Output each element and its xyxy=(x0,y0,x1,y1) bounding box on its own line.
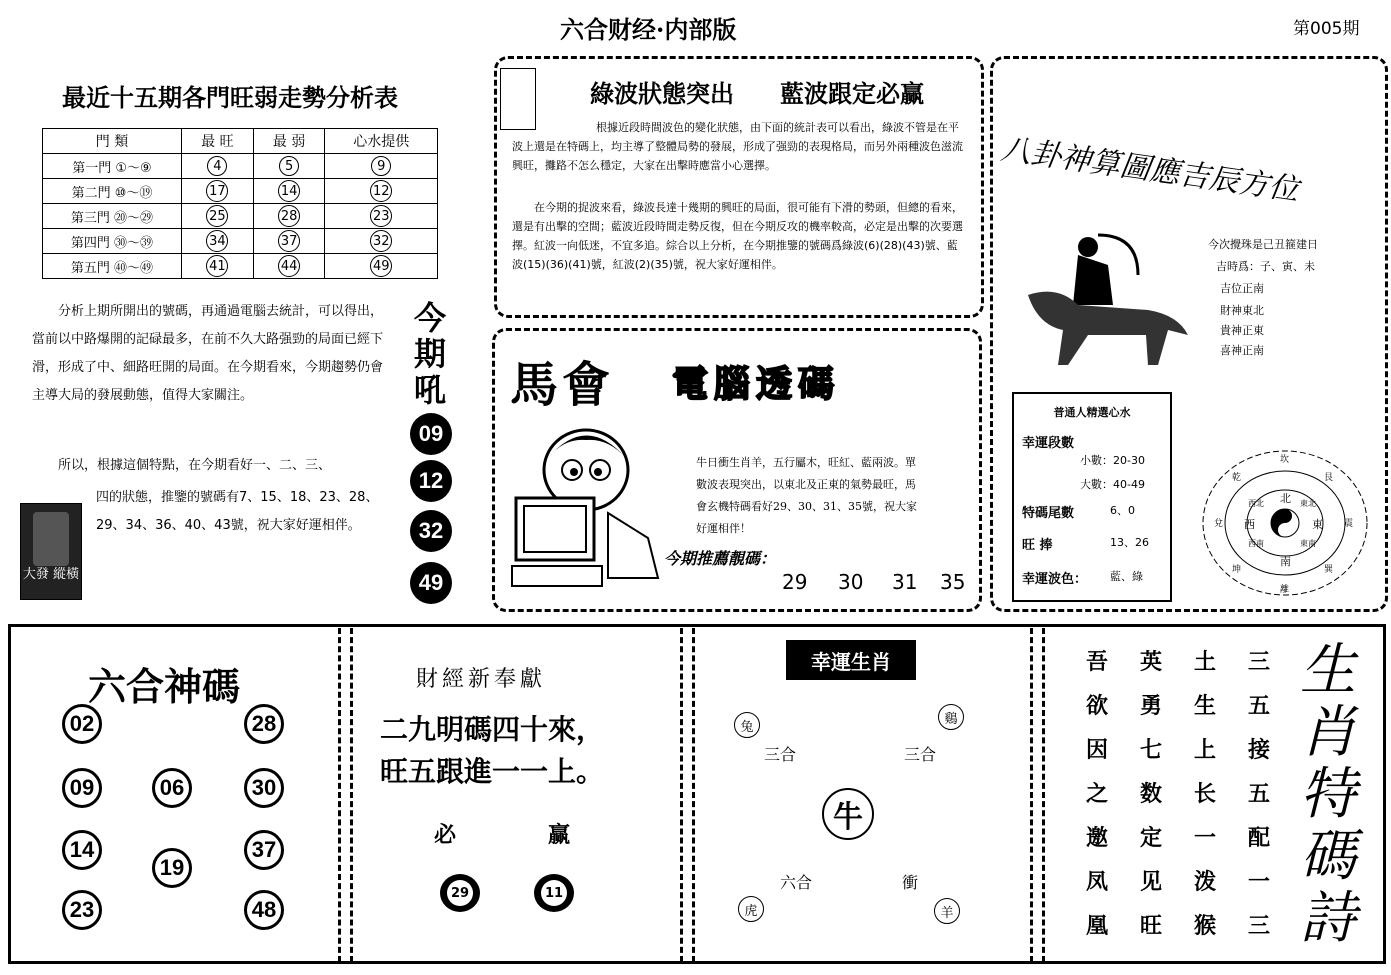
wang-label: 旺 捧 xyxy=(1022,538,1053,553)
poem-column: 土生上长一泼猴 xyxy=(1193,649,1216,939)
god-number: 06 xyxy=(152,768,192,808)
compass-west: 西 xyxy=(1244,518,1255,531)
zodiac-rabbit: 兔 xyxy=(734,712,760,738)
finance-ball-2 xyxy=(534,874,574,912)
compass-southeast: 東南 xyxy=(1300,539,1316,548)
tip-cell xyxy=(325,254,438,279)
poem-column: 三五接五配一三 xyxy=(1247,649,1270,939)
zodiac-goat: 羊 xyxy=(934,898,960,924)
small-range: 小數：20-30 xyxy=(1080,454,1145,467)
color-label: 幸運波色： xyxy=(1022,572,1088,587)
bagua-line: 今次攪珠是己丑箍建日 xyxy=(1208,238,1318,251)
tail-value: 6、0 xyxy=(1110,504,1135,517)
max-value: 41 xyxy=(206,255,228,277)
table-row xyxy=(43,204,438,229)
chong-label: 衝 xyxy=(902,873,919,892)
stamp-text: 大發 縱橫 xyxy=(22,567,80,582)
min-value: 5 xyxy=(279,156,299,176)
compass-south: 南 xyxy=(1280,555,1291,568)
max-cell xyxy=(182,254,254,279)
page-title: 六合财经·内部版 xyxy=(560,15,737,44)
shout-label: 今期吼 xyxy=(414,299,447,409)
analysis-paragraph-2a: 所以，根據這個特點，在今期看好一、二、三、 xyxy=(58,458,332,473)
compass-east: 東 xyxy=(1312,518,1323,531)
pick-number: 31 xyxy=(892,570,918,594)
compass-southwest: 西南 xyxy=(1248,539,1264,548)
tail-label: 特碼尾數 xyxy=(1022,506,1075,521)
min-value: 28 xyxy=(278,205,300,227)
bagua-line: 喜神正南 xyxy=(1220,344,1264,357)
min-cell xyxy=(253,229,325,254)
table-header: 最 旺 xyxy=(182,129,254,154)
god-number: 14 xyxy=(62,830,102,870)
god-number: 23 xyxy=(62,890,102,930)
min-cell xyxy=(253,254,325,279)
compass-northwest: 西北 xyxy=(1248,499,1264,508)
max-cell xyxy=(182,154,254,179)
zodiac-rooster: 鷄 xyxy=(938,704,964,730)
horse-text: 牛日衝生肖羊，五行屬木，旺紅、藍兩波。單數波表現突出，以東北及正東的氣勢最旺，馬會玄機特碼看好29、30、31、35號，祝大家好運相伴！ xyxy=(696,456,917,535)
analysis-paragraph-2b: 四的狀態，推鑒的號碼有7、15、18、23、28、29、34、36、40、43號，祝大家好運相伴。 xyxy=(96,490,379,533)
min-cell xyxy=(253,179,325,204)
sanhe-left: 三合 xyxy=(764,745,797,764)
table-header: 最 弱 xyxy=(253,129,325,154)
finance-line-1: 二九明碼四十來， xyxy=(380,713,605,746)
bagua-line: 財神東北 xyxy=(1220,304,1264,317)
door-analysis-table xyxy=(42,128,438,279)
table-row xyxy=(43,179,438,204)
large-range: 大數：40-49 xyxy=(1080,478,1145,491)
door-name: 第三門 ⑳～㉙ xyxy=(43,204,182,229)
max-value: 25 xyxy=(206,205,228,227)
max-value: 34 xyxy=(206,230,228,252)
min-value: 44 xyxy=(278,255,300,277)
cartoon-computer-icon xyxy=(508,418,668,598)
finance-number-2: 11 xyxy=(541,880,567,906)
poem-column: 英勇七数定见旺 xyxy=(1139,649,1162,939)
pick-number: 35 xyxy=(940,570,966,594)
stamp-image xyxy=(20,503,82,600)
pick-label: 今期推薦靚碼： xyxy=(664,549,777,568)
zodiac-center: 牛 xyxy=(822,788,874,840)
finance-number-1: 29 xyxy=(447,880,473,906)
liuhe-label: 六合 xyxy=(780,873,813,892)
tip-value: 9 xyxy=(371,156,391,176)
zodiac-title: 幸運生肖 xyxy=(786,640,916,680)
table-header: 門 類 xyxy=(43,129,182,154)
analysis-paragraph: 分析上期所開出的號碼，再通過電腦去統計，可以得出，當前以中路爆開的記碌最多，在前不久大路强勁的局面已經下滑，形成了中、細路旺開的局面。在今期看來，今期趨勢仍會主導大局的發展動態，值得大家關注。 xyxy=(32,304,384,403)
poem-title: 生肖特碼詩 xyxy=(1300,638,1356,951)
compass-north: 北 xyxy=(1280,492,1291,505)
bi-char: 必 xyxy=(434,823,457,848)
table-row xyxy=(43,154,438,179)
compass-qian: 乾 xyxy=(1232,473,1242,483)
tip-cell xyxy=(325,204,438,229)
finance-ball-1 xyxy=(440,874,480,912)
min-value: 14 xyxy=(278,180,300,202)
god-number: 48 xyxy=(244,890,284,930)
tip-value: 49 xyxy=(370,255,392,277)
max-cell xyxy=(182,229,254,254)
max-value: 4 xyxy=(207,156,227,176)
divider xyxy=(680,628,683,962)
god-number: 28 xyxy=(244,704,284,744)
sanhe-right: 三合 xyxy=(904,745,937,764)
lucky-box xyxy=(1012,392,1172,602)
god-number: 19 xyxy=(152,848,192,888)
door-name: 第五門 ㊵～㊾ xyxy=(43,254,182,279)
divider xyxy=(338,628,341,962)
compass-zhen: 震 xyxy=(1344,519,1354,529)
finance-line-2: 旺五跟進一一上。 xyxy=(380,755,605,788)
shout-number: 32 xyxy=(410,510,452,552)
green-wave-paragraph-2: 在今期的捉波來看，綠波長達十幾期的興旺的局面，很可能有下滑的勢頭，但總的看來，還是有出擊的空間；藍波近段時間走勢反復，但在今期反攻的機率較高，必定是出擊的次要選擇。紅波一向低迷，不宜多追。綜合以上分析，在今期推鑒的號碼爲綠波(6)(28)(43)號、藍波(15)(36)(41)號，紅波(2)(35)號，祝大家好運相伴。 xyxy=(512,201,963,271)
ying-char: 赢 xyxy=(548,823,571,848)
god-number: 09 xyxy=(62,768,102,808)
compass-xun: 巽 xyxy=(1324,565,1334,575)
divider xyxy=(692,628,695,962)
green-wave-headline-2: 藍波跟定必赢 xyxy=(780,80,924,108)
lucky-box-title: 普通人精選心水 xyxy=(1053,406,1131,419)
max-cell xyxy=(182,204,254,229)
table-title: 最近十五期各門旺弱走勢分析表 xyxy=(62,83,398,112)
tip-value: 12 xyxy=(370,180,392,202)
tip-value: 32 xyxy=(370,230,392,252)
pick-number: 30 xyxy=(838,570,864,594)
min-value: 37 xyxy=(278,230,300,252)
min-cell xyxy=(253,154,325,179)
divider xyxy=(350,628,353,962)
divider xyxy=(1042,628,1045,962)
horse-title-1: 馬會 xyxy=(510,357,615,413)
color-value: 藍、綠 xyxy=(1110,570,1143,583)
compass-gen: 艮 xyxy=(1324,473,1334,483)
table-row xyxy=(43,254,438,279)
finance-title: 財經新奉獻 xyxy=(416,667,547,692)
min-cell xyxy=(253,204,325,229)
shout-number: 12 xyxy=(410,460,452,502)
issue-number: 第005期 xyxy=(1293,19,1360,39)
god-number: 37 xyxy=(244,830,284,870)
bagua-line: 吉時爲：子、寅、未 xyxy=(1216,260,1315,273)
door-name: 第二門 ⑩～⑲ xyxy=(43,179,182,204)
bagua-line: 吉位正南 xyxy=(1220,282,1264,295)
bagua-title: 八卦神算圖應吉辰方位 xyxy=(998,131,1301,209)
compass-northeast: 東北 xyxy=(1300,499,1316,508)
max-value: 17 xyxy=(206,180,228,202)
table-header: 心水提供 xyxy=(325,129,438,154)
god-title: 六合神碼 xyxy=(88,664,241,709)
green-wave-paragraph-1: 根據近段時間波色的變化狀態，由下面的統計表可以看出，綠波不管是在平波上還是在特碼上，均主導了整體局勢的發展，形成了强勁的表現格局，而另外兩種波色滋流興旺，攤路不怎么穩定，大家在出擊時應當小心選擇。 xyxy=(512,121,963,172)
poem-column: 吾欲因之邀凤凰 xyxy=(1085,649,1108,939)
shout-number: 49 xyxy=(410,562,452,604)
horse-title-2: 電腦透碼 xyxy=(672,364,841,405)
god-number: 02 xyxy=(62,704,102,744)
table-row xyxy=(43,229,438,254)
compass-kan: 坎 xyxy=(1280,455,1290,465)
compass-dui: 兌 xyxy=(1214,519,1224,529)
bagua-line: 貴神正東 xyxy=(1220,324,1264,337)
tip-cell xyxy=(325,179,438,204)
tip-cell xyxy=(325,229,438,254)
divider xyxy=(1030,628,1033,962)
wang-value: 13、26 xyxy=(1110,536,1149,549)
compass-kun: 坤 xyxy=(1232,565,1242,575)
door-name: 第一門 ①～⑨ xyxy=(43,154,182,179)
pick-number: 29 xyxy=(782,570,808,594)
god-number: 30 xyxy=(244,768,284,808)
shout-number: 09 xyxy=(410,413,452,455)
compass-li: 離 xyxy=(1280,585,1290,595)
lucky-segment-label: 幸運段數 xyxy=(1022,436,1075,451)
tip-cell xyxy=(325,154,438,179)
archer-rider-icon xyxy=(1018,225,1208,375)
table-header-row xyxy=(43,129,438,154)
door-name: 第四門 ㉚～㊴ xyxy=(43,229,182,254)
green-wave-headline-1: 綠波狀態突出 xyxy=(590,80,734,108)
tip-value: 23 xyxy=(370,205,392,227)
zodiac-tiger: 虎 xyxy=(738,896,764,922)
max-cell xyxy=(182,179,254,204)
